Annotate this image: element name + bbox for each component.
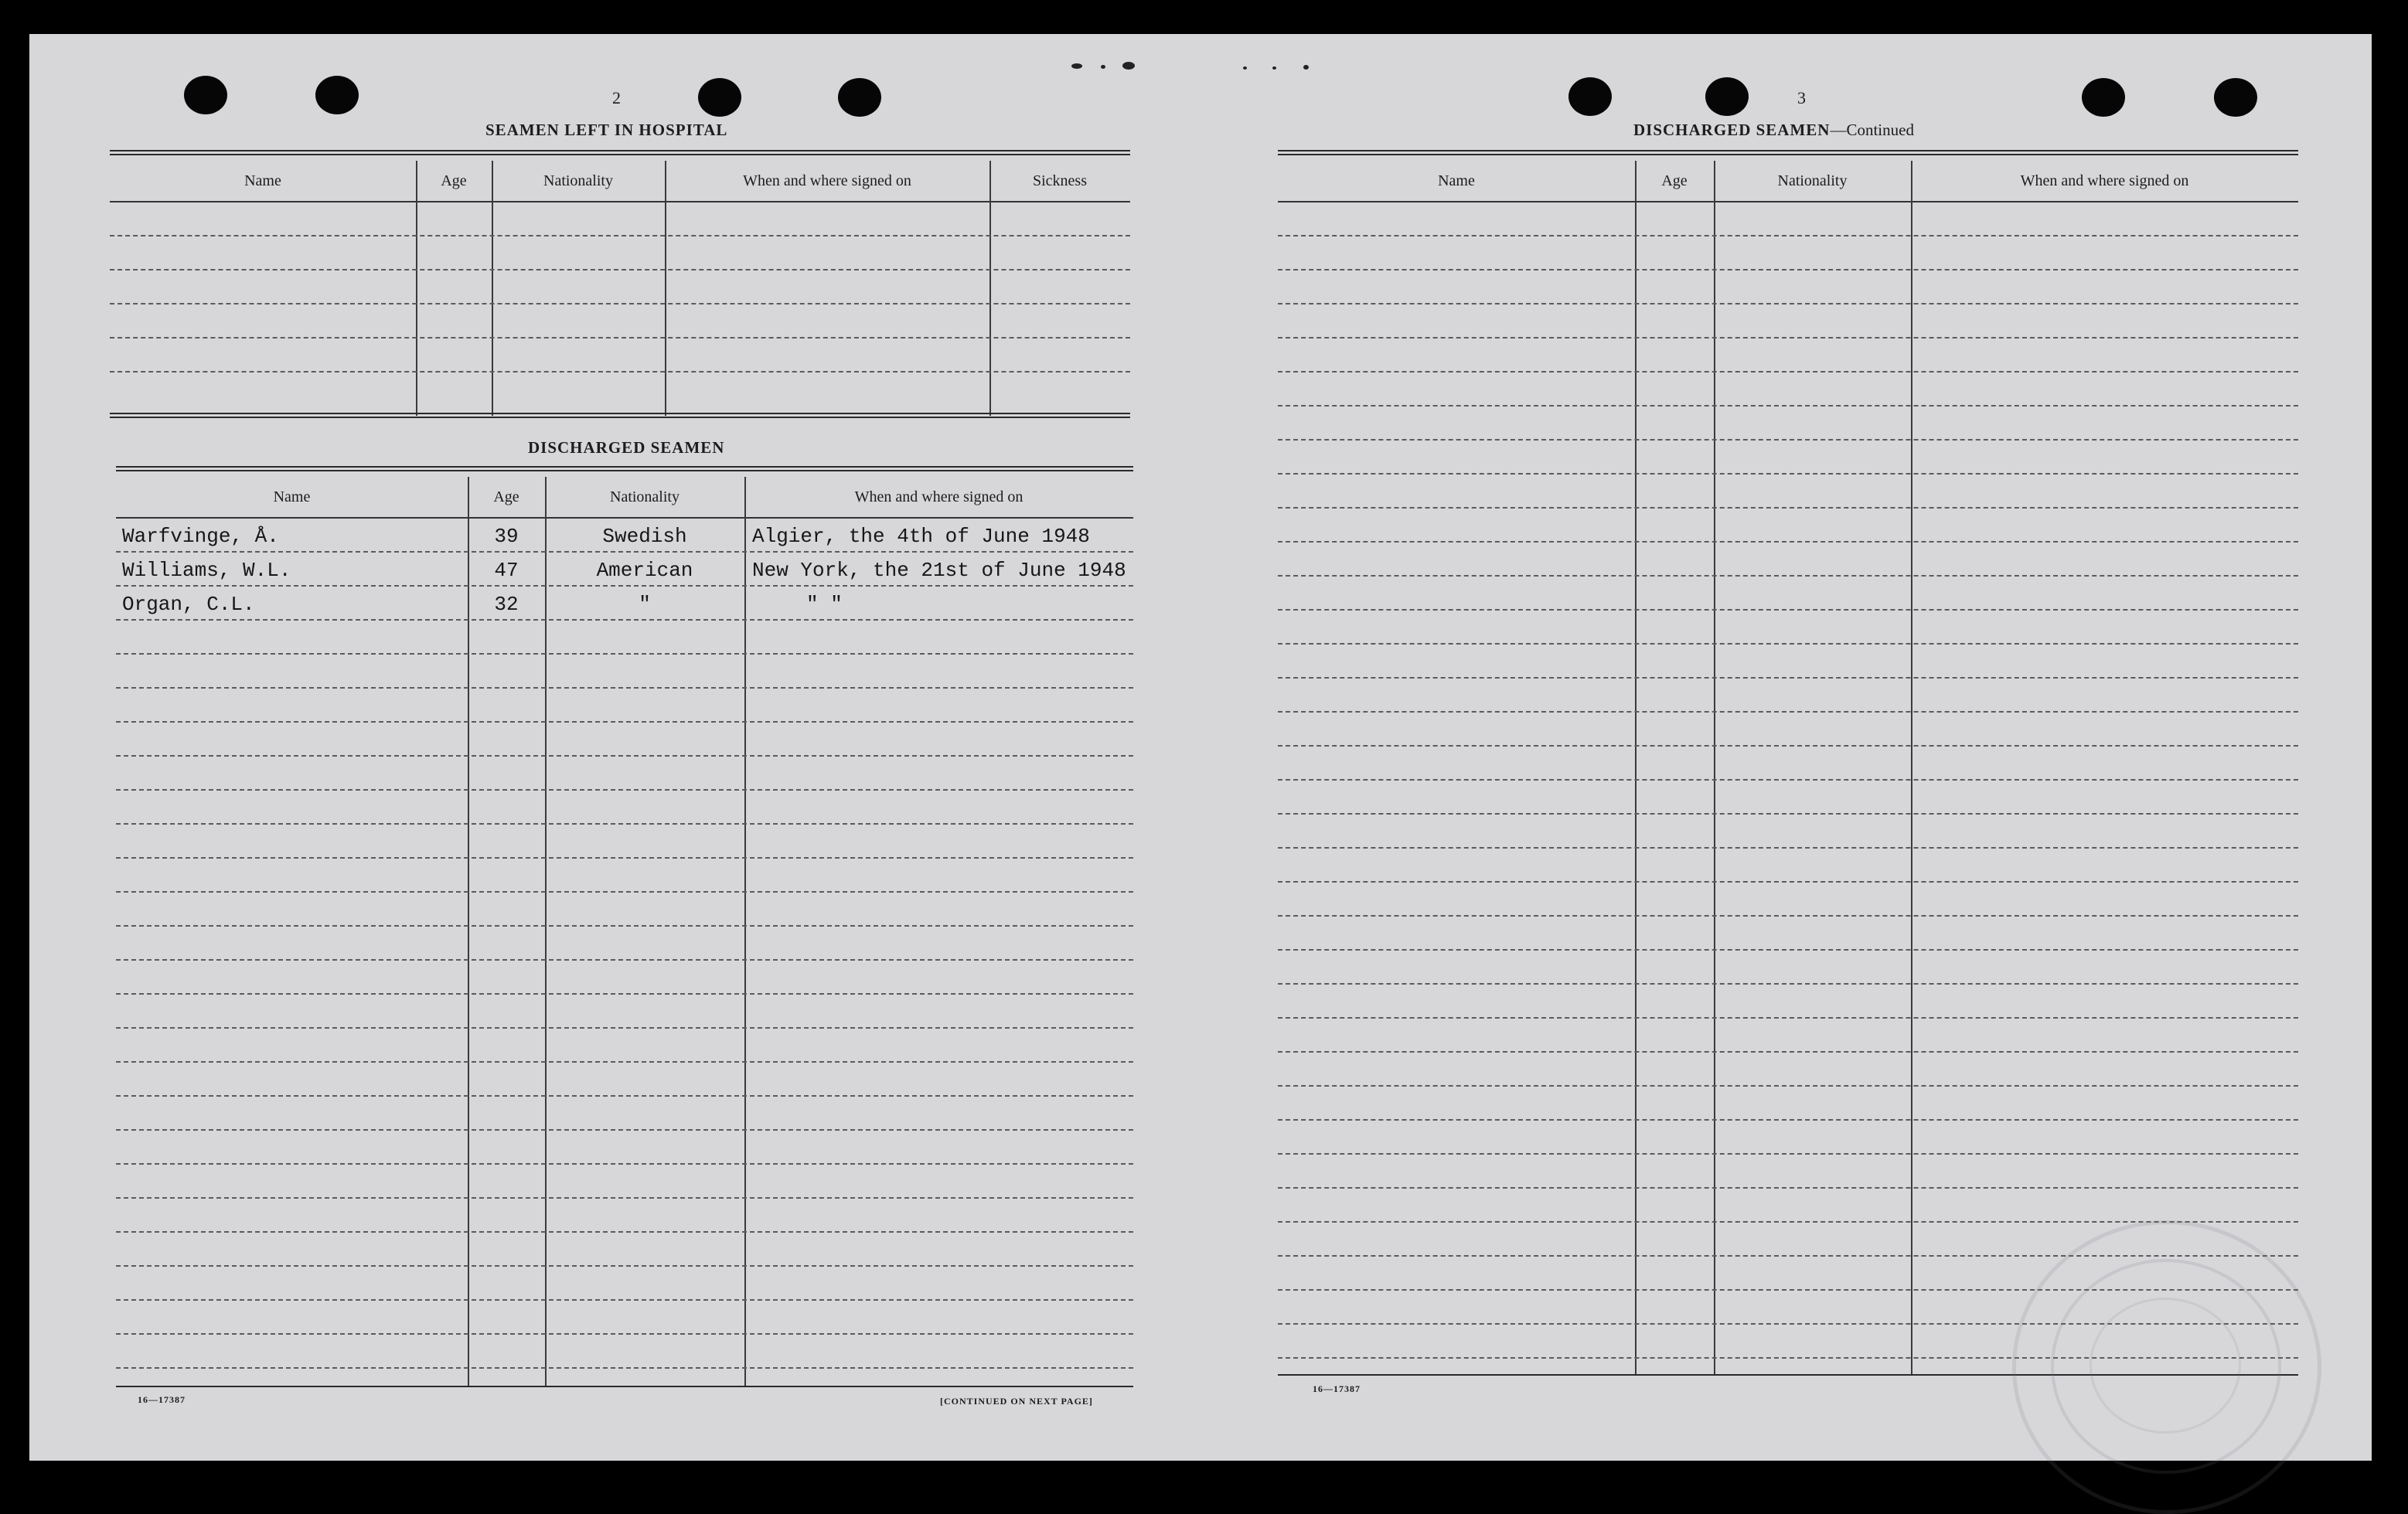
ink-speck	[1122, 62, 1135, 70]
column-header-age: Age	[1661, 172, 1688, 189]
ink-speck	[1243, 66, 1247, 70]
table-row	[116, 551, 1133, 585]
column-header-signed-on: When and where signed on	[743, 172, 911, 189]
column-header-sickness: Sickness	[1033, 172, 1087, 189]
punch-hole	[838, 78, 881, 117]
table-row	[116, 585, 1133, 619]
hospital-section-title: SEAMEN LEFT IN HOSPITAL	[485, 121, 728, 139]
cell-signed-on: Algier, the 4th of June 1948	[752, 525, 1090, 548]
punch-hole	[184, 76, 227, 114]
page-number: 3	[1797, 88, 1806, 107]
continued-note: [CONTINUED ON NEXT PAGE]	[940, 1396, 1093, 1407]
cell-nationality: Swedish	[602, 525, 687, 548]
discharged-table-header	[116, 478, 1133, 516]
cell-age: 39	[494, 525, 519, 548]
discharged-continued-title	[1633, 121, 1914, 140]
column-header-age: Age	[441, 172, 467, 189]
discharged-continued-table	[1278, 150, 2298, 1386]
column-header-signed-on: When and where signed on	[854, 488, 1023, 505]
cell-name: Williams, W.L.	[122, 559, 291, 582]
hospital-table	[110, 150, 1130, 420]
punch-hole	[2214, 78, 2257, 117]
cell-signed-on: " "	[806, 593, 843, 616]
page-number: 2	[612, 88, 621, 107]
faded-circular-stamp	[2012, 1220, 2321, 1514]
column-header-age: Age	[493, 488, 519, 505]
ink-speck	[1071, 63, 1082, 69]
cell-age: 32	[494, 593, 519, 616]
column-header-name: Name	[244, 172, 281, 189]
table-row	[116, 517, 1133, 551]
cell-age: 47	[494, 559, 519, 582]
punch-hole	[2082, 78, 2125, 117]
punch-hole	[1705, 77, 1749, 116]
ink-speck	[1303, 65, 1309, 70]
cell-nationality: American	[596, 559, 693, 582]
discharged-continued-header	[1278, 162, 2298, 200]
section-title-suffix: —Continued	[1830, 121, 1914, 139]
form-number: 16—17387	[138, 1394, 186, 1405]
punch-hole	[315, 76, 359, 114]
column-header-name: Name	[273, 488, 311, 505]
column-header-signed-on: When and where signed on	[2020, 172, 2189, 189]
discharged-section-title: DISCHARGED SEAMEN	[528, 438, 725, 457]
document-page-spread	[29, 34, 2372, 1461]
form-number: 16—17387	[1313, 1383, 1361, 1394]
column-header-nationality: Nationality	[1777, 172, 1848, 189]
ink-speck	[1101, 65, 1105, 69]
ink-speck	[1272, 66, 1276, 70]
cell-signed-on: New York, the 21st of June 1948	[752, 559, 1126, 582]
column-header-nationality: Nationality	[610, 488, 679, 505]
cell-nationality: "	[639, 593, 651, 616]
discharged-table	[116, 466, 1133, 1393]
cell-name: Organ, C.L.	[122, 593, 255, 616]
column-header-name: Name	[1438, 172, 1475, 189]
section-title-text: DISCHARGED SEAMEN	[1633, 121, 1831, 139]
punch-hole	[698, 78, 741, 117]
punch-hole	[1568, 77, 1612, 116]
hospital-table-header	[110, 162, 1130, 200]
cell-name: Warfvinge, Å.	[122, 525, 279, 548]
column-header-nationality: Nationality	[543, 172, 613, 189]
